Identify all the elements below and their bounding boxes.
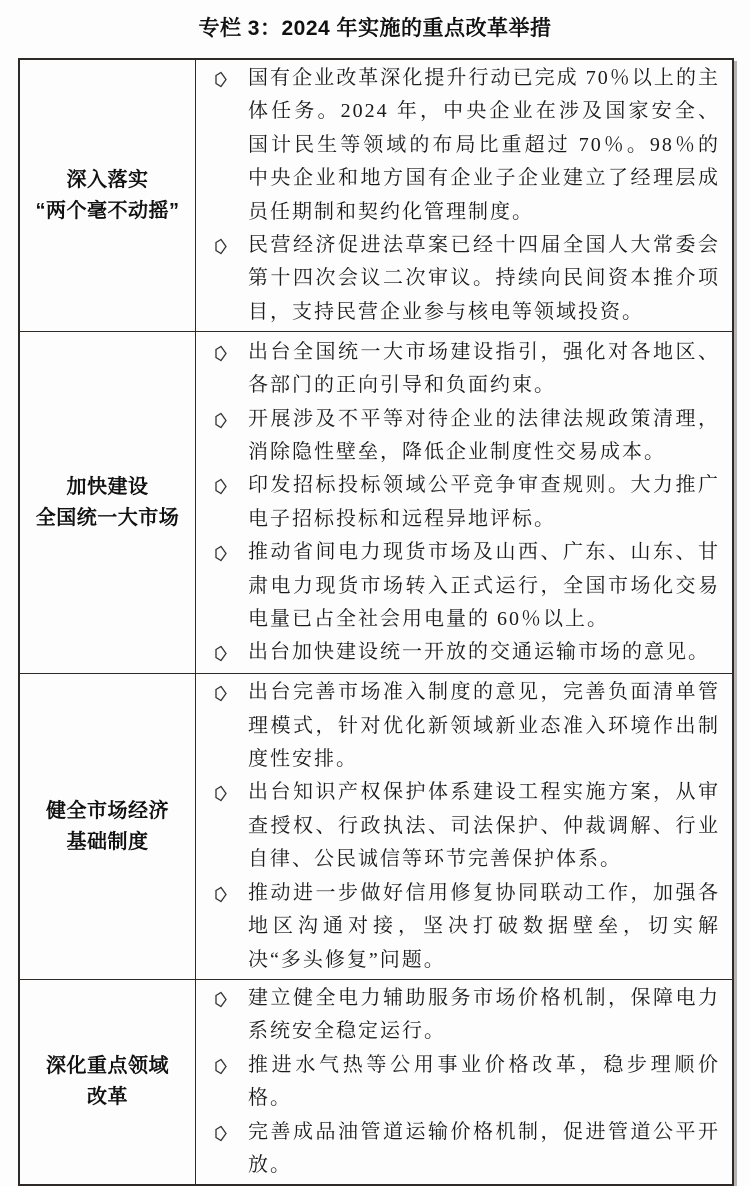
- page-title: 专栏 3：2024 年实施的重点改革举措: [198, 17, 552, 40]
- item-text: 推进水气热等公用事业价格改革，稳步理顺价格。: [248, 1053, 720, 1110]
- arrow-bullet-icon: [214, 645, 228, 662]
- list-item: [214, 1049, 720, 1116]
- row-header: [20, 332, 196, 673]
- arrow-bullet-icon: [214, 478, 228, 495]
- item-text: 推动进一步做好信用修复协同联动工作，加强各地区沟通对接，坚决打破数据壁垒，切实解决“多头修复”问题。: [248, 881, 720, 971]
- row-header: [20, 674, 196, 979]
- row-header-line: 全国统一大市场: [35, 506, 180, 529]
- row-header-line: 加快建设: [66, 475, 149, 498]
- item-text: 出台完善市场准入制度的意见，完善负面清单管理模式，针对优化新领域新业态准入环境作出制度性安排。: [248, 681, 720, 771]
- arrow-bullet-icon: [214, 1125, 228, 1142]
- item-text: 建立健全电力辅助服务市场价格机制，保障电力系统安全稳定运行。: [248, 986, 720, 1043]
- row-header-line: 健全市场经济: [46, 799, 169, 822]
- arrow-bullet-icon: [214, 345, 228, 362]
- item-text: 民营经济促进法草案已经十四届全国人大常委会第十四次会议二次审议。持续向民间资本推介项目，支持民营企业参与核电等领域投资。: [248, 234, 720, 323]
- row-header: [20, 60, 196, 331]
- row-body: [196, 60, 732, 331]
- item-text: 完善成品油管道运输价格机制，促进管道公平开放。: [248, 1120, 720, 1176]
- list-item: [214, 403, 720, 470]
- item-text: 印发招标投标领域公平竞争审查规则。大力推广电子招标投标和远程异地评标。: [248, 474, 720, 530]
- list-item: [214, 469, 720, 536]
- arrow-bullet-icon: [214, 991, 228, 1008]
- item-text: 出台加快建设统一开放的交通运输市场的意见。: [248, 641, 710, 664]
- list-item: [214, 636, 720, 669]
- row-header-line: 基础制度: [66, 830, 149, 853]
- list-item: [214, 676, 720, 776]
- item-text: 出台知识产权保护体系建设工程实施方案，从审查授权、行政执法、司法保护、仲裁调解、行业自律、公民诚信等环节完善保护体系。: [248, 781, 720, 871]
- list-item: [214, 536, 720, 636]
- table-row: [20, 674, 732, 980]
- row-header-line: 深入落实: [66, 168, 149, 191]
- box-table: [18, 58, 734, 1186]
- row-body: [196, 332, 732, 673]
- arrow-bullet-icon: [214, 886, 228, 903]
- row-header-line: 深化重点领域: [46, 1055, 169, 1078]
- item-text: 开展涉及不平等对待企业的法律法规政策清理，消除隐性壁垒，降低企业制度性交易成本。: [248, 407, 720, 463]
- list-item: [214, 877, 720, 977]
- table-row: [20, 980, 732, 1184]
- item-text: 国有企业改革深化提升行动已完成 70％以上的主体任务。2024 年，中央企业在涉及国家安全、国计民生等领域的布局比重超过 70％。98％的中央企业和地方国有企业子企业建立了经理层成员任期制和契约化管理制度。: [248, 67, 720, 223]
- row-header-line: “两个毫不动摇”: [35, 199, 180, 222]
- row-body: [196, 674, 732, 979]
- item-text: 推动省间电力现货市场及山西、广东、山东、甘肃电力现货市场转入正式运行，全国市场化交易电量已占全社会用电量的 60％以上。: [248, 541, 720, 630]
- table-row: [20, 60, 732, 332]
- row-header: [20, 980, 196, 1184]
- list-item: [214, 776, 720, 876]
- row-header-line: 改革: [87, 1086, 128, 1109]
- item-text: 出台全国统一大市场建设指引，强化对各地区、各部门的正向引导和负面约束。: [248, 340, 720, 397]
- arrow-bullet-icon: [214, 685, 228, 702]
- list-item: [214, 62, 720, 229]
- table-row: [20, 332, 732, 674]
- list-item: [214, 336, 720, 403]
- list-item: [214, 982, 720, 1049]
- list-item: [214, 1116, 720, 1183]
- row-body: [196, 980, 732, 1184]
- arrow-bullet-icon: [214, 238, 228, 255]
- arrow-bullet-icon: [214, 1058, 228, 1075]
- arrow-bullet-icon: [214, 785, 228, 802]
- list-item: [214, 229, 720, 329]
- arrow-bullet-icon: [214, 412, 228, 429]
- arrow-bullet-icon: [214, 545, 228, 562]
- arrow-bullet-icon: [214, 71, 228, 88]
